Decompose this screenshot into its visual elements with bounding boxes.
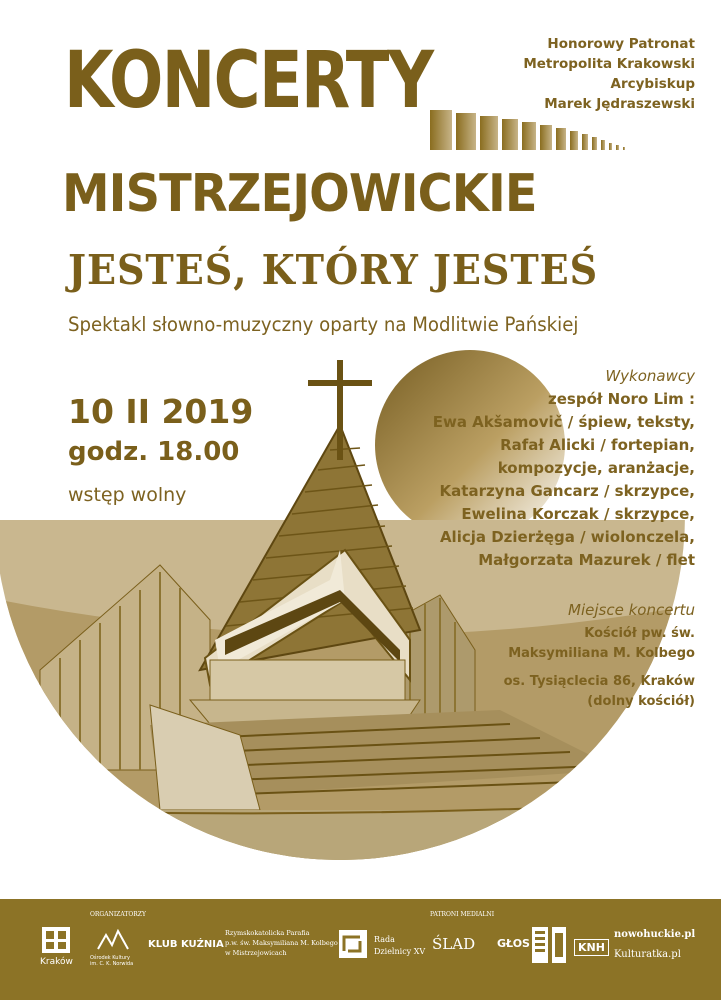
performer-line: kompozycje, aranżacje, [497,459,695,477]
subtitle: JESTEŚ, KTÓRY JESTEŚ [68,246,599,294]
entry-info: wstęp wolny [68,484,187,506]
venue-block [504,600,695,712]
organizers-label: ORGANIZATORZY [90,911,146,918]
title-line-1: KONCERTY [64,36,433,126]
performer-line: Alicja Dzierżęga / wiolonczela, [439,528,695,546]
venue-label: Miejsce koncertu [568,601,695,619]
osrodek-logo-icon [96,929,130,953]
event-time: godz. 18.00 [68,437,240,467]
media-tag-icon [532,927,548,963]
footer-bar [0,899,721,1000]
title-line-2: MISTRZEJOWICKIE [62,164,537,224]
parish-line: w Mistrzejowicach [225,949,287,957]
glos-logo: GŁOS [497,937,530,950]
rada-line: Rada [374,935,395,944]
venue-address: (dolny kościół) [587,694,695,709]
parish-line: Rzymskokatolicka Parafia [225,929,310,937]
klub-kuznia-logo: KLUB KUŹNIA [148,939,224,950]
performers-label: Wykonawcy [605,367,695,385]
rada-line: Dzielnicy XV [374,947,426,956]
venue-line: Kościół pw. św. [584,626,695,641]
krakow-logo-icon [42,927,70,953]
performer-line: Małgorzata Mazurek / flet [478,551,695,569]
patronage-line: Arcybiskup [610,76,695,92]
osrodek-label: Ośrodek Kultury im. C. K. Norwida [90,955,134,967]
site-nowohuckie: nowohuckie.pl [614,929,696,940]
knh-logo: KNH [574,939,609,956]
performer-line: Ewelina Korczak / skrzypce, [461,505,695,523]
rada-logo-icon [338,929,368,959]
performers-block [433,365,695,572]
performer-line: zespół Noro Lim : [548,390,695,408]
patronage-line: Marek Jędraszewski [544,96,695,112]
slad-logo: ŚLAD [432,935,476,953]
site-kulturatka: Kulturatka.pl [614,949,681,960]
performer-line: Rafał Alicki / fortepian, [500,436,695,454]
parish-line: p.w. św. Maksymiliana M. Kolbego [225,939,338,947]
patronage-line: Metropolita Krakowski [523,56,695,72]
performer-line: Ewa Akšamovič / śpiew, teksty, [432,413,695,431]
media-label: PATRONI MEDIALNI [430,911,495,918]
media-tag-icon [552,927,566,963]
venue-line: Maksymiliana M. Kolbego [508,646,695,661]
venue-address: os. Tysiąclecia 86, Kraków [503,674,695,689]
tagline: Spektakl słowno-muzyczny oparty na Modlitwie Pańskiej [68,313,579,336]
honorary-patronage [523,34,695,114]
krakow-label: Kraków [40,957,73,967]
event-date: 10 II 2019 [68,392,254,431]
patronage-line: Honorowy Patronat [547,36,695,52]
performer-line: Katarzyna Gancarz / skrzypce, [439,482,695,500]
